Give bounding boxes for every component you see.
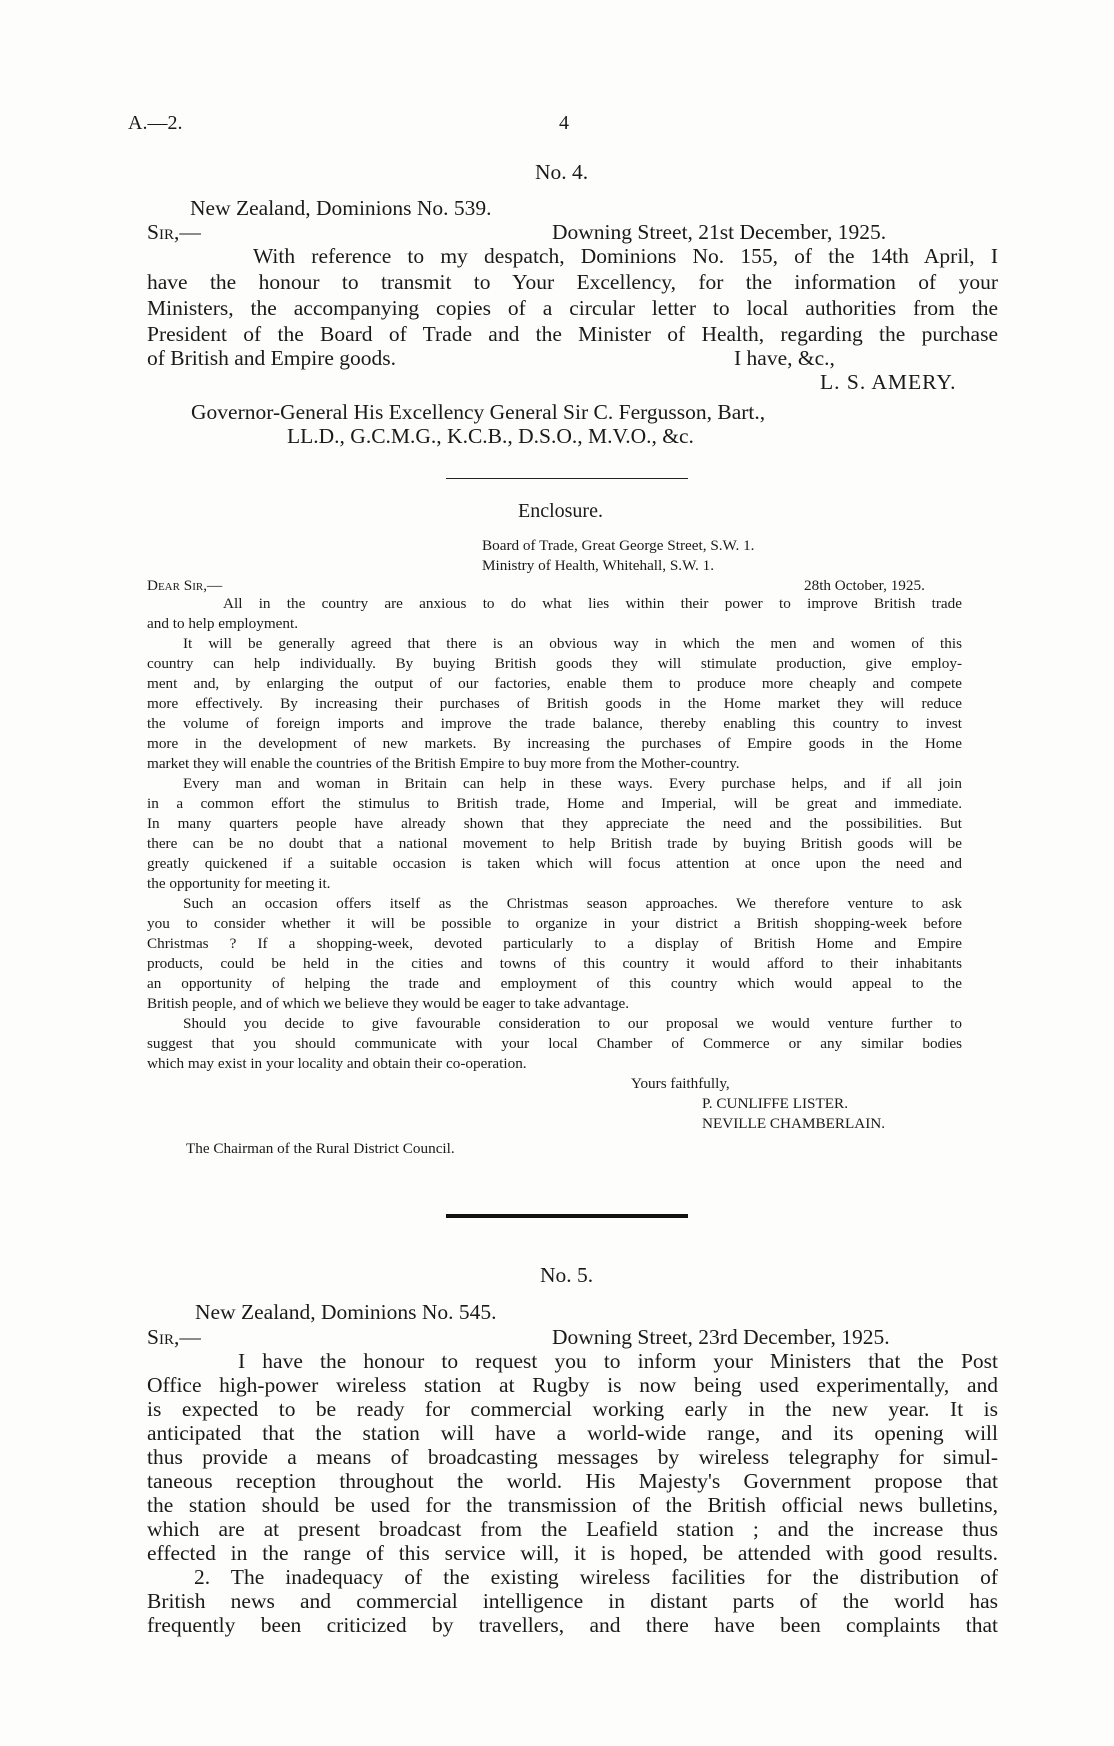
doc4-addressee-line: Governor-General His Excellency General Sir C. Fergusson, Bart., [191, 400, 766, 424]
enclosure-line: in a common effort the stimulus to British trade, Home and Imperial, will be great and immediate. [147, 795, 962, 812]
doc5-line: British news and commercial intelligence in distant parts of the world has [147, 1589, 998, 1613]
doc4-number: No. 4. [535, 160, 589, 184]
doc4-body-line: President of the Board of Trade and the Minister of Health, regarding the purchase [147, 322, 998, 346]
enclosure-line: products, could be held in the cities and towns of this country it would afford to their inhabitants [147, 955, 962, 972]
section-divider [446, 478, 688, 479]
doc4-body-line: of British and Empire goods. [147, 346, 397, 370]
doc5-place-date: Downing Street, 23rd December, 1925. [552, 1325, 890, 1349]
doc5-line: effected in the range of this service will, it is hoped, be attended with good results. [147, 1541, 998, 1565]
enclosure-signatory: NEVILLE CHAMBERLAIN. [702, 1115, 886, 1132]
document-reference: A.—2. [128, 112, 183, 134]
doc4-place-date: Downing Street, 21st December, 1925. [552, 220, 887, 244]
enclosure-line: more effectively. By increasing their purchases of British goods in the Home market they will reduce [147, 695, 962, 712]
enclosure-closing: Yours faithfully, [631, 1075, 730, 1092]
page-number: 4 [559, 112, 569, 134]
enclosure-line: Should you decide to give favourable consideration to our proposal we would venture further to [183, 1015, 962, 1032]
enclosure-line: an opportunity of helping the trade and employment of this country which would appeal to the [147, 975, 962, 992]
enclosure-date: 28th October, 1925. [804, 577, 925, 594]
enclosure-line: British people, and of which we believe they would be eager to take advantage. [147, 995, 630, 1012]
doc4-signature: L. S. AMERY. [820, 370, 957, 394]
enclosure-addressee: The Chairman of the Rural District Council. [186, 1140, 455, 1157]
doc5-line: I have the honour to request you to inform your Ministers that the Post [238, 1349, 998, 1373]
doc5-line: frequently been criticized by travellers, and there have been complaints that [147, 1613, 998, 1637]
enclosure-line: market they will enable the countries of the British Empire to buy more from the Mother-country. [147, 755, 740, 772]
doc4-salutation: Sir,— [147, 220, 201, 244]
enclosure-line: which may exist in your locality and obtain their co-operation. [147, 1055, 527, 1072]
doc5-line: anticipated that the station will have a world-wide range, and its opening will [147, 1421, 998, 1445]
enclosure-line: In many quarters people have already shown that they appreciate the need and the possibilities. But [147, 815, 962, 832]
enclosure-address-line: Ministry of Health, Whitehall, S.W. 1. [482, 557, 715, 574]
enclosure-title: Enclosure. [518, 500, 603, 522]
enclosure-line: more in the development of new markets. By increasing the purchases of Empire goods in the Home [147, 735, 962, 752]
doc5-line: thus provide a means of broadcasting messages by wireless telegraphy for simul- [147, 1445, 998, 1469]
doc4-closing: I have, &c., [734, 346, 835, 370]
enclosure-address-line: Board of Trade, Great George Street, S.W. 1. [482, 537, 755, 554]
doc5-dominion: New Zealand, Dominions No. 545. [195, 1300, 497, 1324]
enclosure-line: Every man and woman in Britain can help in these ways. Every purchase helps, and if all join [183, 775, 962, 792]
enclosure-line: and to help employment. [147, 615, 298, 632]
doc5-line: is expected to be ready for commercial working early in the new year. It is [147, 1397, 998, 1421]
doc4-addressee-line: LL.D., G.C.M.G., K.C.B., D.S.O., M.V.O., &c. [287, 424, 694, 448]
doc5-salutation: Sir,— [147, 1325, 201, 1349]
enclosure-line: ment and, by enlarging the output of our factories, enable them to produce more cheaply and compete [147, 675, 962, 692]
enclosure-salutation: Dear Sir,— [147, 577, 223, 594]
doc5-line: Office high-power wireless station at Rugby is now being used experimentally, and [147, 1373, 998, 1397]
enclosure-line: you to consider whether it will be possible to organize in your district a British shopping-week before [147, 915, 962, 932]
doc5-line: the station should be used for the transmission of the British official news bulletins, [147, 1493, 998, 1517]
doc5-number: No. 5. [540, 1263, 594, 1287]
doc4-body-line: Ministers, the accompanying copies of a circular letter to local authorities from the [147, 296, 998, 320]
enclosure-line: the opportunity for meeting it. [147, 875, 331, 892]
doc5-line: taneous reception throughout the world. His Majesty's Government propose that [147, 1469, 998, 1493]
enclosure-signatory: P. CUNLIFFE LISTER. [702, 1095, 848, 1112]
enclosure-line: It will be generally agreed that there is an obvious way in which the men and women of this [183, 635, 962, 652]
enclosure-line: country can help individually. By buying British goods they will stimulate production, give employ- [147, 655, 962, 672]
enclosure-line: Christmas ? If a shopping-week, devoted particularly to a display of British Home and Empire [147, 935, 962, 952]
doc4-body-line: have the honour to transmit to Your Excellency, for the information of your [147, 270, 998, 294]
enclosure-line: All in the country are anxious to do what lies within their power to improve British trade [223, 595, 962, 612]
doc4-body-line: With reference to my despatch, Dominions No. 155, of the 14th April, I [253, 244, 998, 268]
enclosure-line: Such an occasion offers itself as the Christmas season approaches. We therefore venture to ask [183, 895, 962, 912]
enclosure-line: the volume of foreign imports and improve the trade balance, thereby enabling this country to invest [147, 715, 962, 732]
enclosure-line: suggest that you should communicate with your local Chamber of Commerce or any similar bodies [147, 1035, 962, 1052]
doc4-dominion: New Zealand, Dominions No. 539. [190, 196, 492, 220]
section-divider-thick [446, 1214, 688, 1218]
doc5-line: 2. The inadequacy of the existing wireless facilities for the distribution of [194, 1565, 998, 1589]
doc5-line: which are at present broadcast from the Leafield station ; and the increase thus [147, 1517, 998, 1541]
enclosure-line: there can be no doubt that a national movement to help British trade by buying British goods will be [147, 835, 962, 852]
enclosure-line: greatly quickened if a suitable occasion is taken which will focus attention at once upon the need and [147, 855, 962, 872]
